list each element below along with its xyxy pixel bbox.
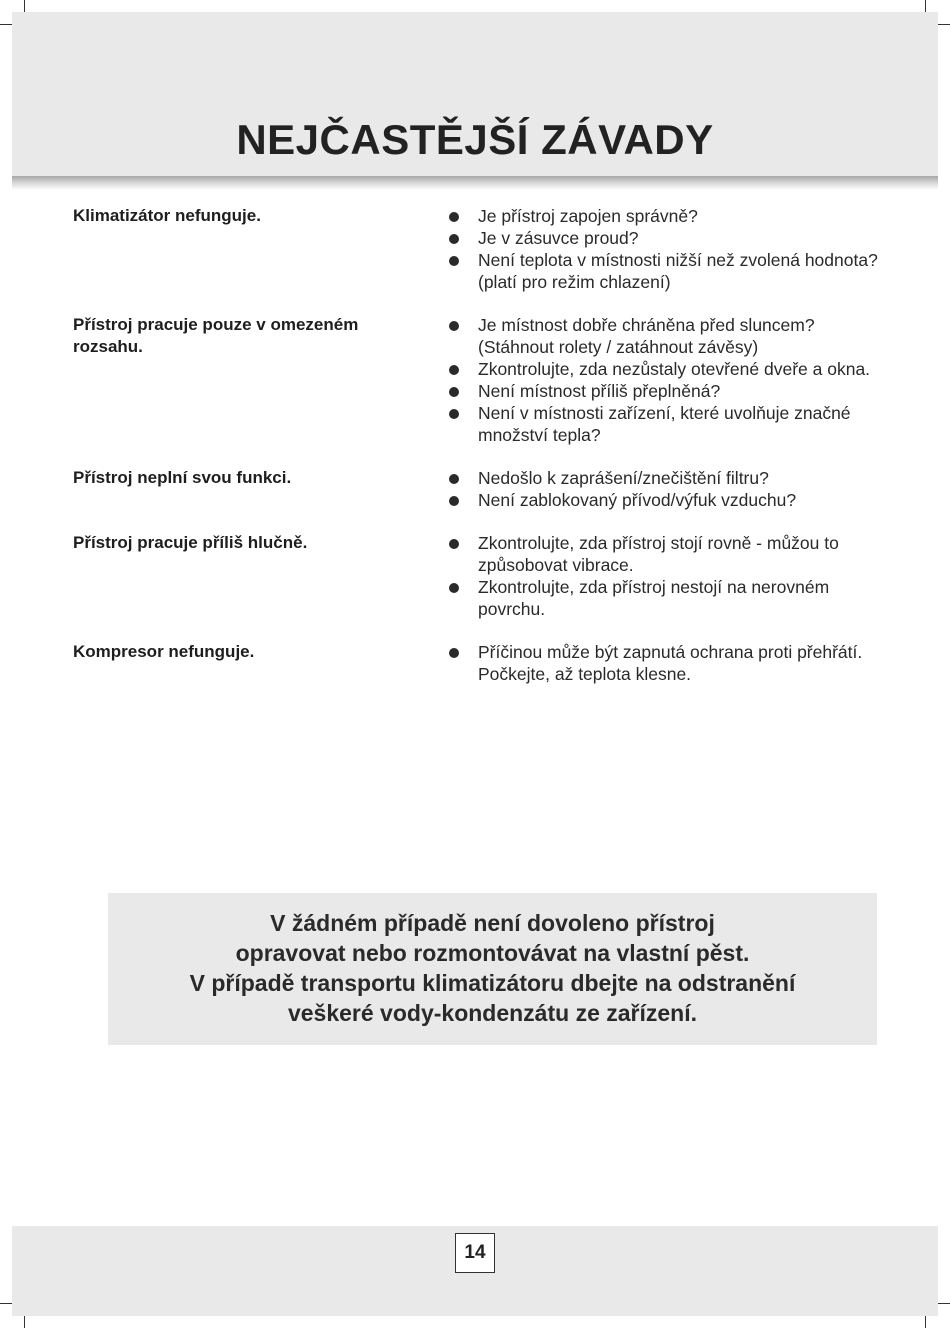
check-list <box>438 532 893 620</box>
notice-line: opravovat nebo rozmontovávat na vlastní pěst. <box>235 940 750 966</box>
problem-label: Přístroj pracuje příliš hlučně. <box>73 533 308 552</box>
check-item: Nedošlo k zaprášení/znečištění filtru? <box>448 467 893 489</box>
crop-mark <box>936 24 950 25</box>
problem-label: Klimatizátor nefunguje. <box>73 206 261 225</box>
crop-mark <box>24 1314 25 1328</box>
problem-label: Přístroj pracuje pouze v omezeném rozsahu. <box>73 315 359 356</box>
check-item: Je přístroj zapojen správně? <box>448 205 893 227</box>
troubleshooting-row <box>73 641 893 685</box>
check-item: Zkontrolujte, zda přístroj stojí rovně - můžou to způsobovat vibrace. <box>448 532 893 576</box>
check-item: Zkontrolujte, zda nezůstaly otevřené dveře a okna. <box>448 358 893 380</box>
check-item: Je místnost dobře chráněna před sluncem? (Stáhnout rolety / zatáhnout závěsy) <box>448 314 893 358</box>
warning-notice <box>108 893 877 1045</box>
check-item: Je v zásuvce proud? <box>448 227 893 249</box>
check-item: Zkontrolujte, zda přístroj nestojí na nerovném povrchu. <box>448 576 893 620</box>
page-number: 14 <box>455 1233 495 1273</box>
troubleshooting-row <box>73 467 893 511</box>
troubleshooting-table <box>73 205 893 685</box>
check-item: Není místnost příliš přeplněná? <box>448 380 893 402</box>
troubleshooting-row <box>73 532 893 620</box>
notice-line: V případě transportu klimatizátoru dbejte na odstranění <box>189 970 796 996</box>
check-item: Není teplota v místnosti nižší než zvolená hodnota? (platí pro režim chlazení) <box>448 249 893 293</box>
problem-label: Přístroj neplní svou funkci. <box>73 468 292 487</box>
check-item: Není zablokovaný přívod/výfuk vzduchu? <box>448 489 893 511</box>
troubleshooting-row <box>73 205 893 293</box>
problem-label: Kompresor nefunguje. <box>73 642 255 661</box>
check-list <box>438 467 893 511</box>
check-item: Příčinou může být zapnutá ochrana proti přehřátí. Počkejte, až teplota klesne. <box>448 641 893 685</box>
page-title: NEJČASTĚJŠÍ ZÁVADY <box>236 116 714 163</box>
header-shadow <box>12 176 938 190</box>
troubleshooting-row <box>73 314 893 446</box>
check-list <box>438 205 893 293</box>
check-item: Není v místnosti zařízení, které uvolňuje značné množství tepla? <box>448 402 893 446</box>
check-list <box>438 641 893 685</box>
crop-mark <box>936 1303 950 1304</box>
notice-line: veškeré vody-kondenzátu ze zařízení. <box>287 1000 698 1026</box>
notice-line: V žádném případě není dovoleno přístroj <box>270 910 715 936</box>
crop-mark <box>925 1314 926 1328</box>
check-list <box>438 314 893 446</box>
